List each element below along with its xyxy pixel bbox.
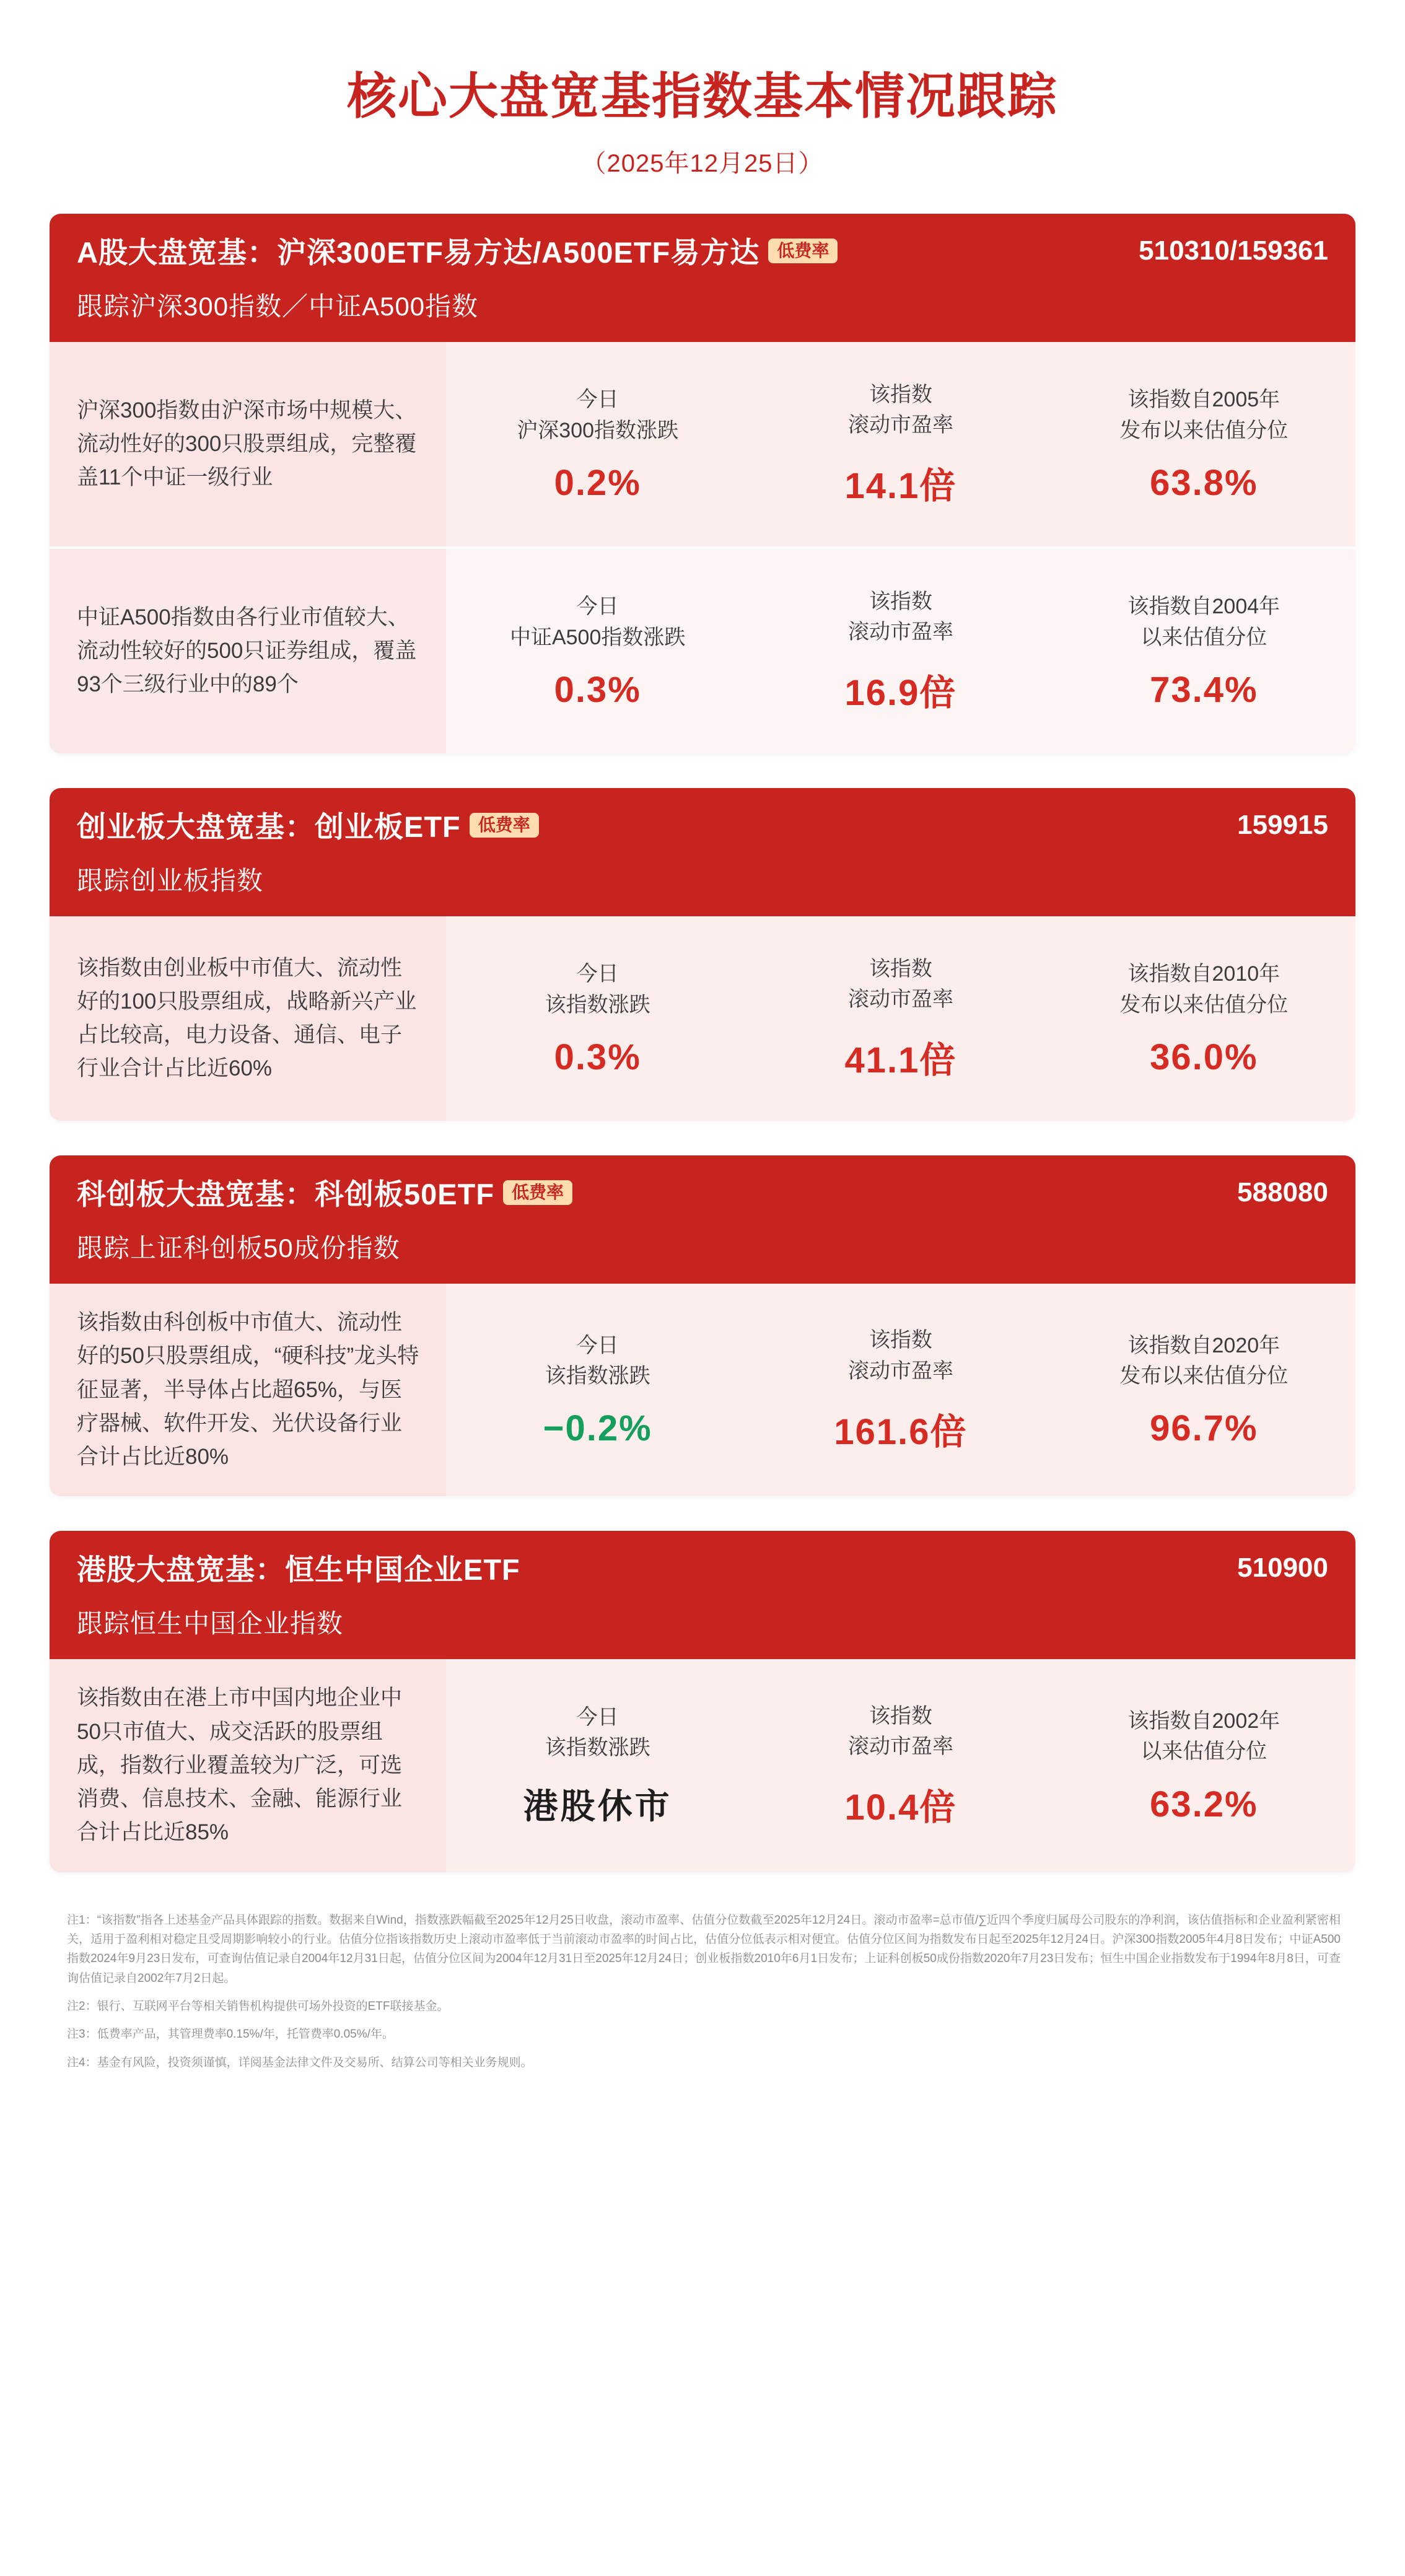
metric-label-line1: 今日 bbox=[576, 1705, 619, 1729]
metric-value: 161.6倍 bbox=[834, 1411, 968, 1452]
metric-percentile bbox=[1053, 342, 1355, 546]
page-subtitle: （2025年12月25日） bbox=[581, 150, 824, 177]
metric-value: 36.0% bbox=[1150, 1036, 1258, 1077]
metric-percentile bbox=[1053, 1284, 1355, 1496]
metric-value: 41.1倍 bbox=[844, 1040, 957, 1081]
metric-label-line1: 该指数 bbox=[869, 1704, 932, 1728]
metric-group bbox=[446, 342, 1355, 546]
poster-header bbox=[50, 0, 1355, 179]
index-description: 该指数由创业板中市值大、流动性好的100只股票组成，战略新兴产业占比较高，电力设备、通信、电子行业合计占比近60% bbox=[50, 916, 446, 1121]
data-row bbox=[50, 1659, 1355, 1872]
metric-label-line2: 滚动市盈率 bbox=[847, 413, 953, 437]
metric-value: 港股休市 bbox=[523, 1787, 672, 1826]
metric-value: 96.7% bbox=[1150, 1408, 1258, 1449]
fund-codes: 159915 bbox=[1237, 809, 1328, 840]
metric-value: 0.3% bbox=[554, 1036, 641, 1077]
metric-pe bbox=[749, 1284, 1052, 1496]
metric-label-line1: 该指数自2020年 bbox=[1127, 1333, 1280, 1357]
metric-label-line2: 滚动市盈率 bbox=[847, 1359, 953, 1383]
footnote-1: 注1：“该指数”指各上述基金产品具体跟踪的指数。数据来自Wind，指数涨跌幅截至2025年12月25日收盘，滚动市盈率、估值分位数截至2025年12月24日。滚动市盈率=总市值/∑近四个季度归属母公司股东的净利润，该估值指标和企业盈利紧密相关，适用于盈利相对稳定且受周期影响较小的行业。估值分位指该指数历史上滚动市盈率低于当前滚动市盈率的时间占比，估值分位低表示相对便宜。估值分位区间为指数发布日起至2025年12月24日。沪深300指数2005年4月8日发布；中证A500指数2024年9月23日发布，可查询估值记录自2004年12月31日起，估值分位区间为2004年12月31日至2025年12月24日；创业板指数2010年6月1日发布；上证科创板50成份指数2020年7月23日发布；恒生中国企业指数发布于1994年8月8日，可查询估值记录自2002年7月2日起。 bbox=[67, 1913, 1341, 1985]
metric-label-line2: 该指数涨跌 bbox=[545, 1735, 650, 1759]
metric-group bbox=[446, 1659, 1355, 1872]
footnote-2: 注2：银行、互联网平台等相关销售机构提供可场外投资的ETF联接基金。 bbox=[67, 1999, 449, 2013]
metric-label-line1: 该指数 bbox=[869, 382, 932, 406]
metric-value: 14.1倍 bbox=[844, 466, 957, 507]
index-description: 沪深300指数由沪深市场中规模大、流动性好的300只股票组成，完整覆盖11个中证一级行业 bbox=[50, 342, 446, 546]
low-fee-badge: 低费率 bbox=[768, 239, 838, 263]
low-fee-badge: 低费率 bbox=[503, 1180, 572, 1205]
metric-group bbox=[446, 549, 1355, 753]
metric-group bbox=[446, 916, 1355, 1121]
metric-label-line1: 该指数 bbox=[869, 589, 932, 613]
metric-label-line2: 滚动市盈率 bbox=[847, 988, 953, 1011]
low-fee-badge: 低费率 bbox=[470, 813, 539, 838]
metric-change bbox=[446, 916, 749, 1121]
metric-value: −0.2% bbox=[543, 1408, 652, 1449]
metric-value: 0.2% bbox=[554, 462, 641, 503]
metric-percentile bbox=[1053, 1659, 1355, 1872]
section-subtitle: 跟踪沪深300指数／中证A500指数 bbox=[50, 278, 1355, 342]
index-description: 该指数由在港上市中国内地企业中50只市值大、成交活跃的股票组成，指数行业覆盖较为广泛，可选消费、信息技术、金融、能源行业合计占比近85% bbox=[50, 1659, 446, 1872]
metric-label-line2: 中证A500指数涨跌 bbox=[509, 625, 686, 649]
metric-label-line2: 该指数涨跌 bbox=[545, 1364, 650, 1388]
metric-value: 16.9倍 bbox=[844, 673, 957, 714]
section-title: A股大盘宽基：沪深300ETF易方达/A500ETF易方达 bbox=[77, 236, 760, 269]
metric-value: 63.2% bbox=[1150, 1784, 1258, 1825]
metric-label-line2: 以来估值分位 bbox=[1140, 625, 1267, 649]
section-title: 科创板大盘宽基：科创板50ETF bbox=[77, 1178, 495, 1211]
metric-change bbox=[446, 1284, 749, 1496]
section-subtitle: 跟踪恒生中国企业指数 bbox=[50, 1595, 1355, 1659]
fund-codes: 588080 bbox=[1237, 1176, 1328, 1207]
data-row bbox=[50, 546, 1355, 753]
metric-label-line2: 发布以来估值分位 bbox=[1119, 1364, 1289, 1388]
section-chinext bbox=[50, 788, 1355, 1121]
metric-label-line1: 该指数自2002年 bbox=[1127, 1709, 1280, 1733]
data-row bbox=[50, 1284, 1355, 1496]
metric-label-line1: 今日 bbox=[576, 962, 619, 986]
metric-label-line2: 沪深300指数涨跌 bbox=[517, 418, 679, 442]
metric-label-line1: 今日 bbox=[576, 388, 619, 412]
metric-change bbox=[446, 342, 749, 546]
metric-group bbox=[446, 1284, 1355, 1496]
metric-percentile bbox=[1053, 916, 1355, 1121]
section-title: 创业板大盘宽基：创业板ETF bbox=[77, 810, 461, 843]
metric-label-line2: 该指数涨跌 bbox=[545, 992, 650, 1017]
metric-change bbox=[446, 549, 749, 753]
metric-label-line2: 滚动市盈率 bbox=[847, 1734, 953, 1758]
section-header bbox=[50, 214, 1355, 278]
metric-label-line2: 以来估值分位 bbox=[1140, 1740, 1267, 1764]
section-subtitle: 跟踪创业板指数 bbox=[50, 852, 1355, 916]
metric-value: 73.4% bbox=[1150, 669, 1258, 710]
index-description: 该指数由科创板中市值大、流动性好的50只股票组成，“硬科技”龙头特征显著，半导体占比超65%，与医疗器械、软件开发、光伏设备行业合计占比近80% bbox=[50, 1284, 446, 1496]
section-header bbox=[50, 788, 1355, 852]
metric-percentile bbox=[1053, 549, 1355, 753]
footnote-3: 注3：低费率产品，其管理费率0.15%/年，托管费率0.05%/年。 bbox=[67, 2028, 394, 2041]
metric-value: 63.8% bbox=[1150, 462, 1258, 503]
section-hsce bbox=[50, 1531, 1355, 1872]
section-title: 港股大盘宽基：恒生中国企业ETF bbox=[77, 1553, 520, 1587]
metric-label-line1: 该指数自2005年 bbox=[1127, 388, 1280, 412]
fund-codes: 510310/159361 bbox=[1139, 235, 1328, 266]
metric-pe bbox=[749, 549, 1052, 753]
metric-label-line1: 该指数 bbox=[869, 957, 932, 981]
section-header bbox=[50, 1155, 1355, 1219]
index-description: 中证A500指数由各行业市值较大、流动性较好的500只证券组成，覆盖93个三级行业中的89个 bbox=[50, 549, 446, 753]
section-subtitle: 跟踪上证科创板50成份指数 bbox=[50, 1219, 1355, 1284]
fund-codes: 510900 bbox=[1237, 1552, 1328, 1583]
metric-value: 10.4倍 bbox=[844, 1787, 957, 1828]
page-title: 核心大盘宽基指数基本情况跟踪 bbox=[347, 69, 1058, 124]
metric-label-line1: 今日 bbox=[576, 595, 619, 619]
section-header bbox=[50, 1531, 1355, 1595]
footnote-4: 注4：基金有风险，投资须谨慎，详阅基金法律文件及交易所、结算公司等相关业务规则。 bbox=[67, 2056, 533, 2069]
metric-label-line1: 该指数 bbox=[869, 1328, 932, 1352]
metric-label-line1: 今日 bbox=[576, 1333, 619, 1357]
metric-pe bbox=[749, 916, 1052, 1121]
section-star50 bbox=[50, 1155, 1355, 1496]
data-row bbox=[50, 342, 1355, 546]
metric-label-line1: 该指数自2004年 bbox=[1127, 595, 1280, 619]
metric-label-line2: 发布以来估值分位 bbox=[1119, 418, 1289, 442]
metric-label-line1: 该指数自2010年 bbox=[1127, 962, 1280, 986]
metric-label-line2: 滚动市盈率 bbox=[847, 620, 953, 644]
metric-pe bbox=[749, 342, 1052, 546]
section-a-share bbox=[50, 214, 1355, 753]
metric-value: 0.3% bbox=[554, 669, 641, 710]
metric-change bbox=[446, 1659, 749, 1872]
metric-pe bbox=[749, 1659, 1052, 1872]
metric-label-line2: 发布以来估值分位 bbox=[1119, 992, 1289, 1017]
data-row bbox=[50, 916, 1355, 1121]
footnotes bbox=[50, 1911, 1355, 2072]
